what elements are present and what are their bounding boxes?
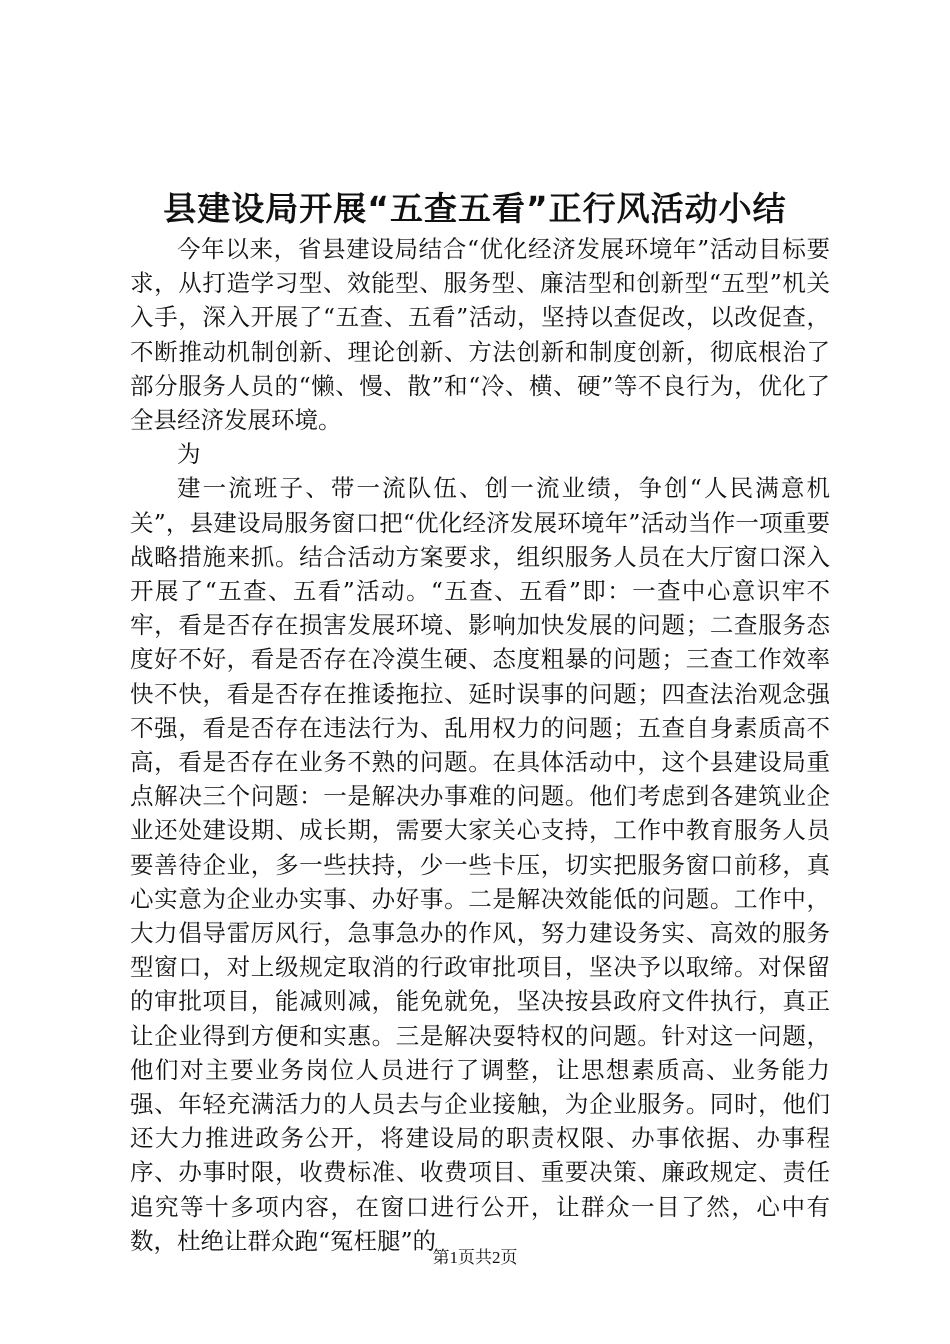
page-total: 共2页: [475, 1248, 518, 1267]
document-body: [130, 232, 830, 1258]
document-title: 县建设局开展“五查五看”正行风活动小结: [163, 189, 787, 228]
page-footer: [0, 1246, 950, 1270]
paragraph-intro: 今年以来，省县建设局结合“优化经济发展环境年”活动目标要求，从打造学习型、效能型、服务型、廉洁型和创新型“五型”机关入手，深入开展了“五查、五看”活动，坚持以查促改，以改促查，不断推动机制创新、理论创新、方法创新和制度创新，彻底根治了部分服务人员的“懒、慢、散”和“冷、横、硬”等不良行为，优化了全县经济发展环境。: [130, 235, 830, 435]
paragraph-main: 建一流班子、带一流队伍、创一流业绩，争创“人民满意机关”，县建设局服务窗口把“优化经济发展环境年”活动当作一项重要战略措施来抓。结合活动方案要求，组织服务人员在大厅窗口深入开展了“五查、五看”活动。“五查、五看”即：一查中心意识牢不牢，看是否存在损害发展环境、影响加快发展的问题；二查服务态度好不好，看是否存在冷漠生硬、态度粗暴的问题；三查工作效率快不快，看是否存在推诿拖拉、延时误事的问题；四查法治观念强不强，看是否存在违法行为、乱用权力的问题；五查自身素质高不高，看是否存在业务不熟的问题。在具体活动中，这个县建设局重点解决三个问题：一是解决办事难的问题。他们考虑到各建筑业企业还处建设期、成长期，需要大家关心支持，工作中教育服务人员要善待企业，多一些扶持，少一些卡压，切实把服务窗口前移，真心实意为企业办实事、办好事。二是解决效能低的问题。工作中，大力倡导雷厉风行，急事急办的作风，努力建设务实、高效的服务型窗口，对上级规定取消的行政审批项目，坚决予以取缔。对保留的审批项目，能减则减，能免就免，坚决按县政府文件执行，真正让企业得到方便和实惠。三是解决耍特权的问题。针对这一问题，他们对主要业务岗位人员进行了调整，让思想素质高、业务能力强、年轻充满活力的人员去与企业接触，为企业服务。同时，他们还大力推进政务公开，将建设局的职责权限、办事依据、办事程序、办事时限，收费标准、收费项目、重要决策、廉政规定、责任追究等十多项内容，在窗口进行公开，让群众一目了然，心中有数，杜绝让群众跑“冤枉腿”的: [130, 474, 830, 1255]
page-number: 第1页: [432, 1248, 475, 1267]
paragraph-fragment: 为: [177, 440, 201, 469]
